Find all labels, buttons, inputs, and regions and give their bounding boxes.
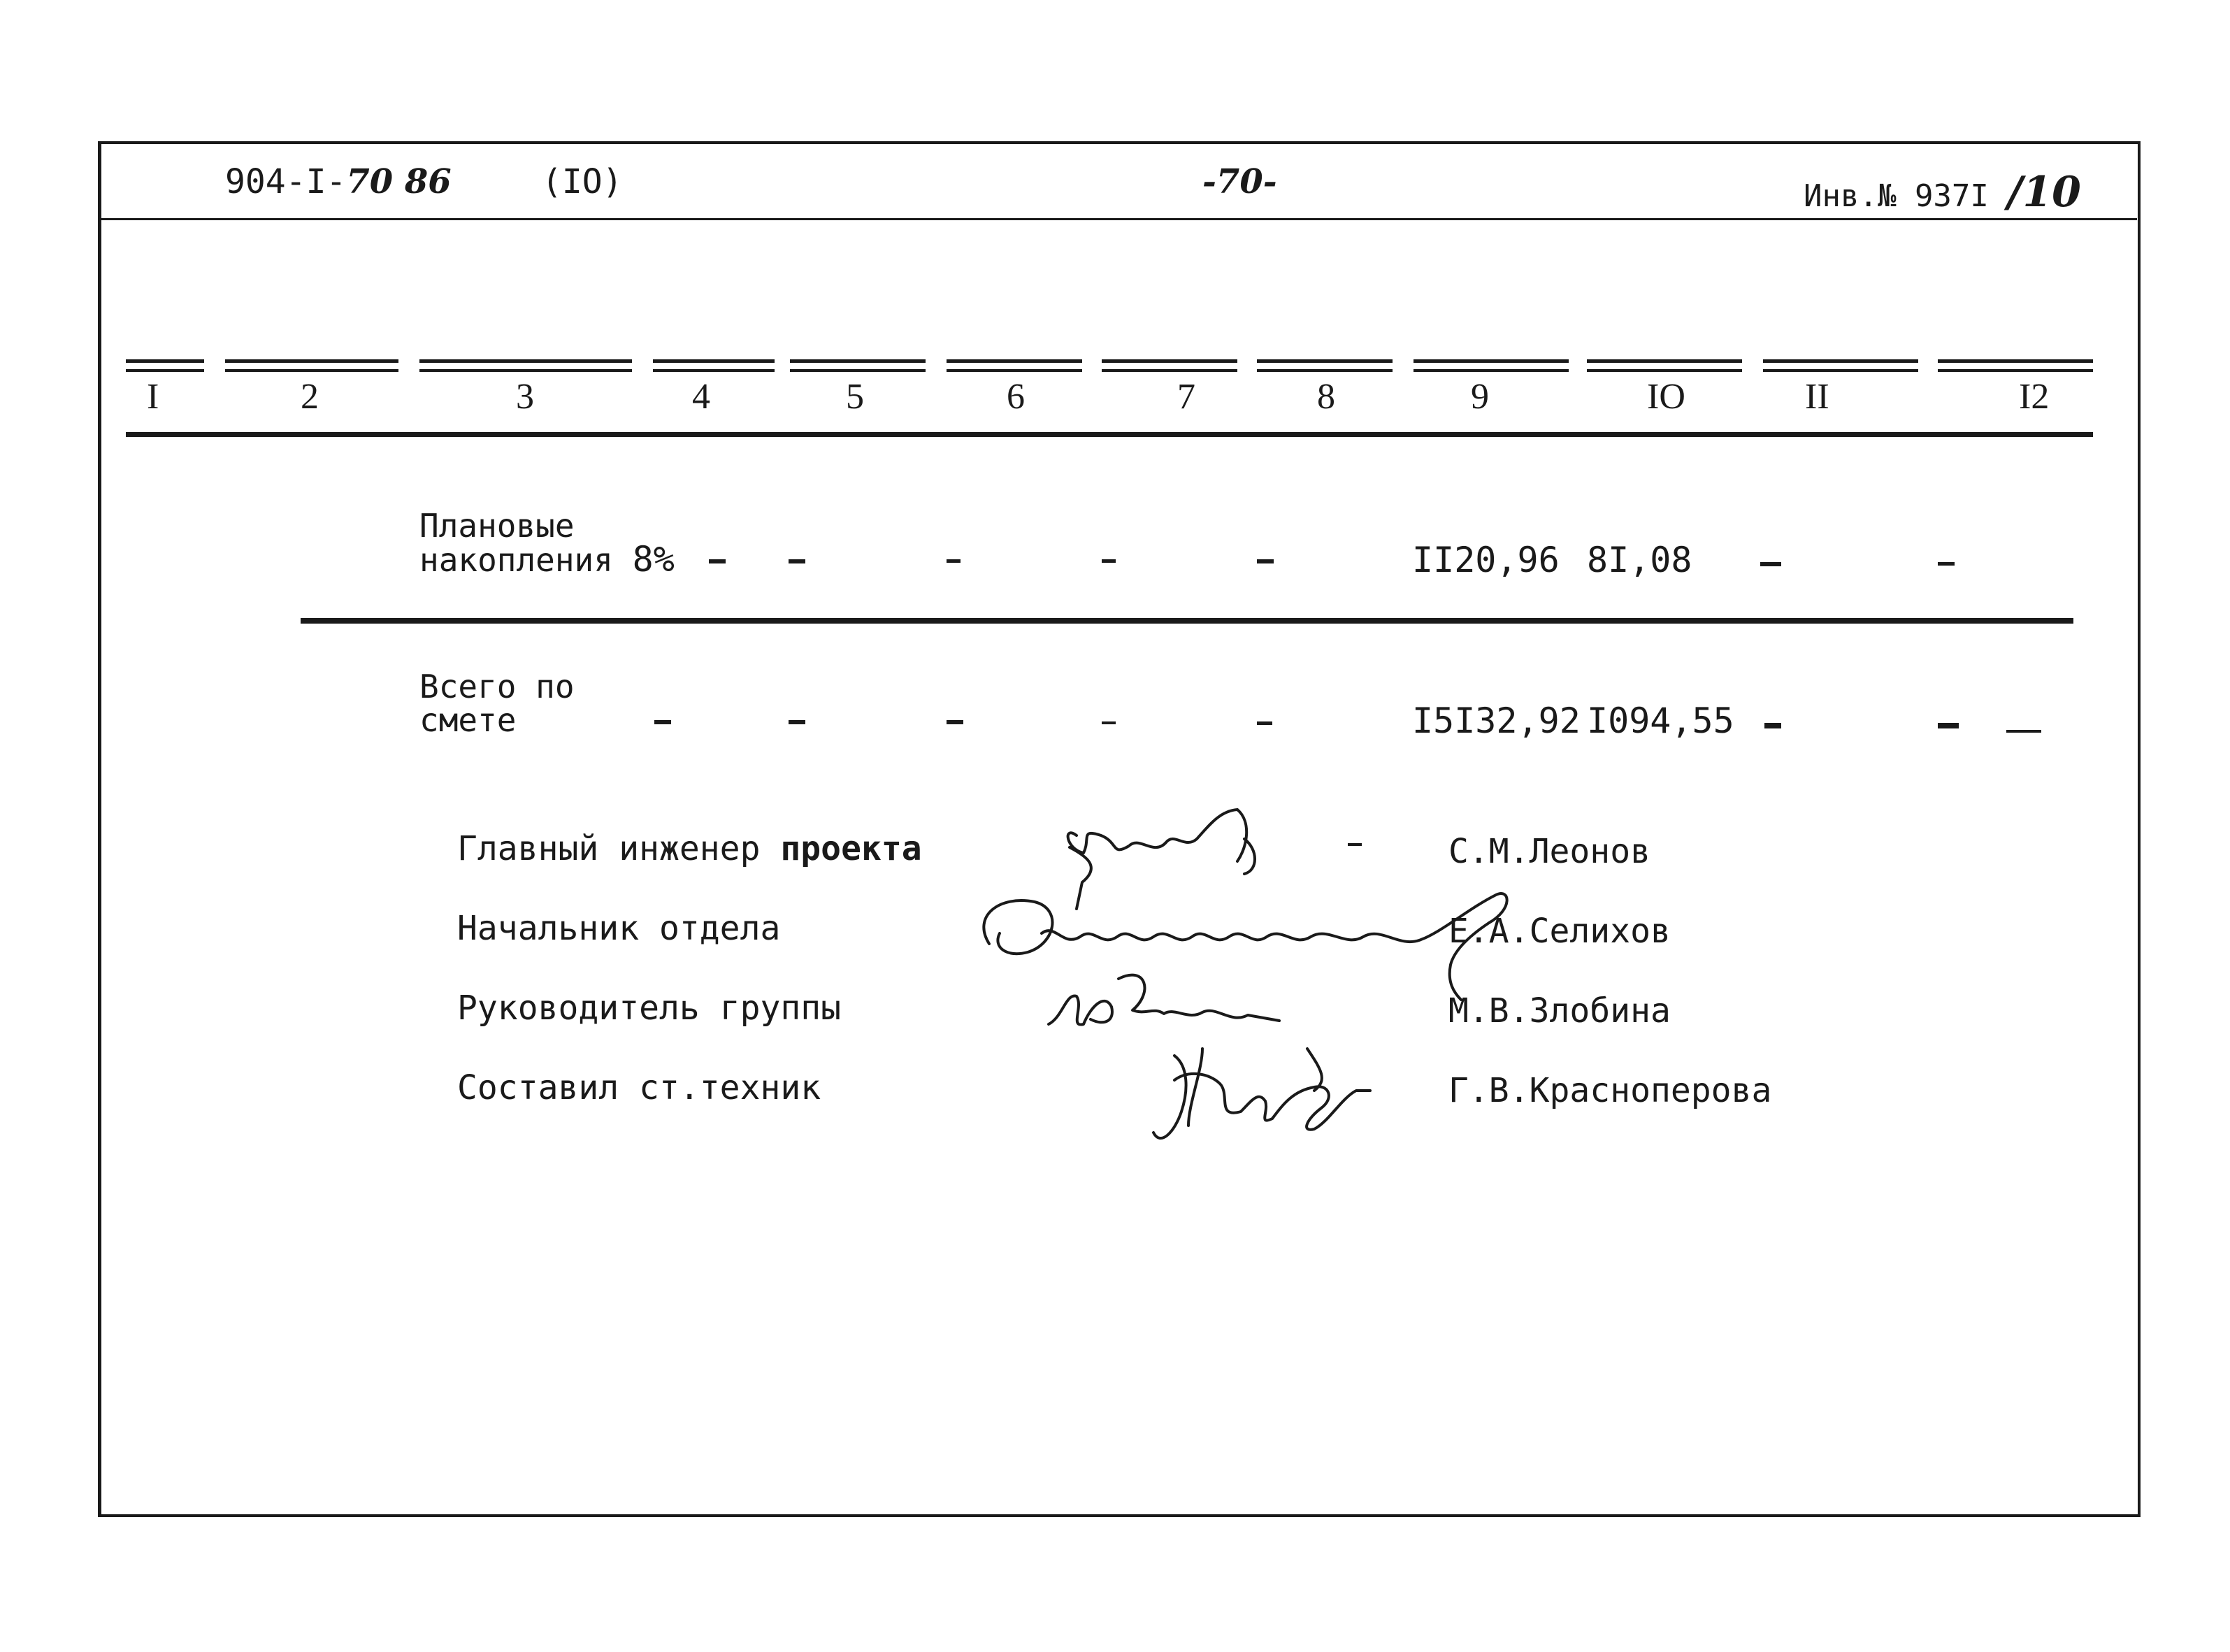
row-planned-savings-col9: II20,96 [1412,540,1560,580]
sig-name-zlobina: М.В.Злобина [1448,991,1671,1030]
sig-name-krasnoperova: Г.В.Красноперова [1448,1071,1772,1110]
page-number: -70- [1202,162,1277,201]
col-number-10: IO [1647,377,1685,417]
row-total-col9: I5I32,92 [1412,701,1581,741]
sig-role-department-head: Начальник отдела [457,909,781,948]
sig-role-senior-technician: Составил ст.техник [457,1068,821,1107]
col-number-5: 5 [846,377,864,417]
row-planned-savings-col10: 8I,08 [1587,540,1692,580]
doc-code-typed: 904-I- [225,162,347,201]
sig-role-chief-engineer-bold: проекта [780,829,922,868]
inventory-handwritten: /10 [2007,168,2081,217]
col-number-6: 6 [1007,377,1025,417]
col-number-11: II [1805,377,1829,417]
row-label-line2-text: накопления [419,541,613,579]
row-total-line2: смете [419,701,517,739]
inventory-label: Инв.№ 937I [1804,178,1989,214]
row-total-line1: Всего по [419,668,575,705]
col-number-7: 7 [1177,377,1195,417]
row-percent: 8% [632,539,675,580]
signature-1 [1068,810,1255,909]
row-total-col10: I094,55 [1587,701,1734,741]
sig-name-selikhov: Е.А.Селихов [1448,912,1671,951]
col-number-9: 9 [1471,377,1489,417]
sig-role-group-leader: Руководитель группы [457,989,842,1028]
doc-code-handwritten: 70 86 [346,162,452,201]
row-label-line1: Плановые [419,507,575,545]
col-number-8: 8 [1317,377,1335,417]
signature-2 [984,893,1506,1000]
col-number-4: 4 [692,377,710,417]
sig-role-chief-engineer-text: Главный инженер [457,829,781,868]
col-number-2: 2 [301,377,319,417]
col-number-3: 3 [516,377,534,417]
signature-4 [1153,1049,1370,1138]
col-number-1: I [147,377,159,417]
signature-3 [1049,975,1279,1025]
sheet-code: (IO) [542,162,623,201]
sig-name-leonov: С.М.Леонов [1448,832,1650,871]
col-number-12: I2 [2019,377,2050,417]
